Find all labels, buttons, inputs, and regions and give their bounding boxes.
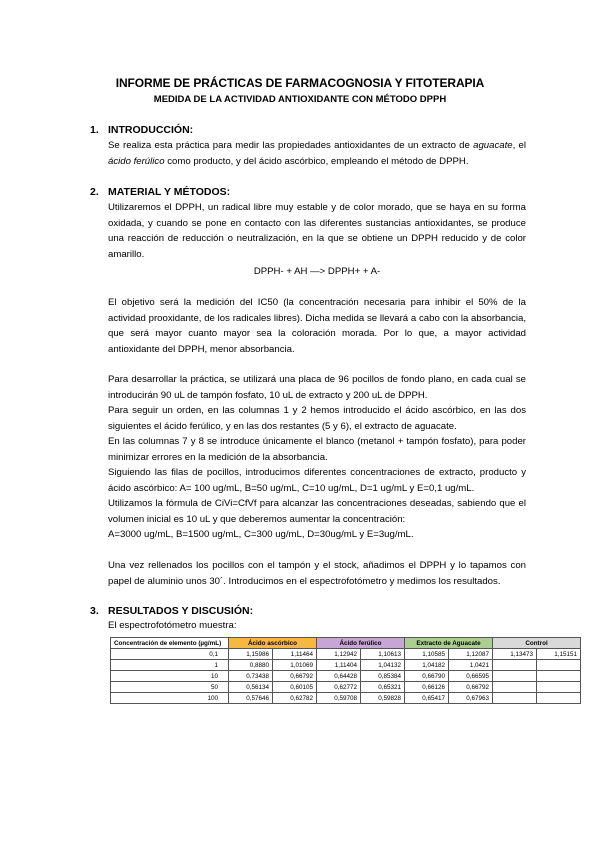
concentration-cell: 100 bbox=[111, 693, 229, 704]
concentration-cell: 50 bbox=[111, 682, 229, 693]
table-row bbox=[111, 671, 581, 682]
procedure-paragraph-6: A=3000 ug/mL, B=1500 ug/mL, C=300 ug/mL, D=30ug/mL y E=3ug/mL. bbox=[108, 529, 414, 540]
section-title: MATERIAL Y MÉTODOS: bbox=[108, 186, 231, 198]
absorbance-cell: 1,15151 bbox=[537, 649, 581, 660]
objective-paragraph: El objetivo será la medición del IC50 (la concentración necesaria para inhibir el 50% de la actividad prooxidante, de los radicales libres). Dicha medida se llevará a cabo con la absorbancia, que será mayor cuanto mayor sea la coloración morada. Por lo que, a mayor actividad antioxidante del DPPH, menor absorbancia. bbox=[108, 297, 526, 355]
table-row bbox=[111, 682, 581, 693]
absorbance-cell: 1,04182 bbox=[405, 660, 449, 671]
absorbance-cell: 1,10613 bbox=[361, 649, 405, 660]
procedure-paragraph-5: Utilizamos la fórmula de CiVi=CfVf para alcanzar las concentraciones deseadas, sabiendo que el volumen inicial es 10 uL y que deberemos aumentar la concentración: bbox=[108, 498, 526, 525]
absorbance-cell bbox=[493, 682, 537, 693]
absorbance-cell: 0,59708 bbox=[317, 693, 361, 704]
concentration-cell: 1 bbox=[111, 660, 229, 671]
procedure-paragraph-7: Una vez rellenados los pocillos con el tampón y el stock, añadimos el DPPH y lo tapamos con papel de aluminio unos 30´. Introducimos en el espectrofotómetro y medimos los resultados. bbox=[108, 560, 526, 587]
concentration-cell: 10 bbox=[111, 671, 229, 682]
absorbance-cell: 0,66790 bbox=[405, 671, 449, 682]
section-title: RESULTADOS Y DISCUSIÓN: bbox=[108, 605, 254, 617]
absorbance-cell: 0,62772 bbox=[317, 682, 361, 693]
section-title: INTRODUCCIÓN: bbox=[108, 124, 194, 136]
absorbance-cell: 0,64428 bbox=[317, 671, 361, 682]
absorbance-cell: 0,85384 bbox=[361, 671, 405, 682]
ascorbic-header: Ácido ascórbico bbox=[229, 638, 317, 649]
table-row bbox=[111, 649, 581, 660]
results-intro: El espectrofotómetro muestra: bbox=[108, 620, 237, 631]
absorbance-cell bbox=[493, 671, 537, 682]
absorbance-cell bbox=[537, 671, 581, 682]
absorbance-cell bbox=[537, 682, 581, 693]
absorbance-cell bbox=[537, 660, 581, 671]
section-number: 1. bbox=[90, 124, 99, 136]
concentration-header: Concentración de elemento (µg/mL) bbox=[111, 638, 229, 649]
absorbance-cell: 1,10585 bbox=[405, 649, 449, 660]
absorbance-cell: 0,66792 bbox=[273, 671, 317, 682]
absorbance-cell bbox=[493, 693, 537, 704]
table-row bbox=[111, 693, 581, 704]
table-row bbox=[111, 660, 581, 671]
procedure-paragraph-4: Siguiendo las filas de pocillos, introducimos diferentes concentraciones de extracto, producto y ácido ascórbico: A= 100 ug/mL, B=50 ug/mL, C=10 ug/mL, D=1 ug/mL y E=0,1 ug/mL. bbox=[108, 467, 526, 494]
reaction-equation: DPPH- + AH —> DPPH+ + A- bbox=[253, 266, 381, 277]
avocado-header: Extracto de Aguacate bbox=[405, 638, 493, 649]
absorbance-cell bbox=[493, 660, 537, 671]
control-header: Control bbox=[493, 638, 581, 649]
absorbance-cell: 0,65417 bbox=[405, 693, 449, 704]
absorbance-cell: 1,15986 bbox=[229, 649, 273, 660]
section-number: 2. bbox=[90, 186, 99, 198]
introduccion-paragraph: Se realiza esta práctica para medir las propiedades antioxidantes de un extracto de aguacate, el ácido ferúlico como producto, y del ácido ascórbico, empleando el método de DPPH. bbox=[108, 140, 526, 167]
absorbance-cell: 0,67963 bbox=[449, 693, 493, 704]
absorbance-cell: 1,11464 bbox=[273, 649, 317, 660]
absorbance-cell: 0,73438 bbox=[229, 671, 273, 682]
absorbance-cell: 1,12942 bbox=[317, 649, 361, 660]
absorbance-cell: 0,59828 bbox=[361, 693, 405, 704]
absorbance-cell: 0,66126 bbox=[405, 682, 449, 693]
section-number: 3. bbox=[90, 605, 99, 617]
dpph-paragraph: Utilizaremos el DPPH, un radical libre muy estable y de color morado, que se haya en su forma oxidada, y cuando se pone en contacto con las diferentes sustancias antioxidantes, se produce una reacción de reducción o neutralización, en la que se obtiene un DPPH reducido y de color amarillo. bbox=[108, 202, 526, 260]
absorbance-cell: 1,11404 bbox=[317, 660, 361, 671]
absorbance-cell: 0,65321 bbox=[361, 682, 405, 693]
absorbance-cell: 1,12087 bbox=[449, 649, 493, 660]
concentration-cell: 0,1 bbox=[111, 649, 229, 660]
absorbance-cell: 0,60105 bbox=[273, 682, 317, 693]
procedure-paragraph-2: Para seguir un orden, en las columnas 1 y 2 hemos introducido el ácido ascórbico, en las dos siguientes el ácido ferúlico, y en las dos restantes (5 y 6), el extracto de aguacate. bbox=[108, 405, 526, 432]
table-header-row bbox=[111, 638, 581, 649]
ferulic-header: Ácido ferúlico bbox=[317, 638, 405, 649]
absorbance-cell: 1,0421 bbox=[449, 660, 493, 671]
report-subtitle: MEDIDA DE LA ACTIVIDAD ANTIOXIDANTE CON MÉTODO DPPH bbox=[153, 94, 447, 105]
absorbance-cell: 1,13473 bbox=[493, 649, 537, 660]
absorbance-cell: 1,01069 bbox=[273, 660, 317, 671]
absorbance-cell: 0,62782 bbox=[273, 693, 317, 704]
absorbance-cell: 0,57646 bbox=[229, 693, 273, 704]
absorbance-cell: 0,8880 bbox=[229, 660, 273, 671]
absorbance-cell: 0,66595 bbox=[449, 671, 493, 682]
absorbance-cell bbox=[537, 693, 581, 704]
procedure-paragraph-1: Para desarrollar la práctica, se utilizará una placa de 96 pocillos de fondo plano, en cada cual se introducirán 90 uL de tampón fosfato, 10 uL de extracto y 200 uL de DPPH. bbox=[108, 374, 526, 401]
report-title: INFORME DE PRÁCTICAS DE FARMACOGNOSIA Y FITOTERAPIA bbox=[115, 76, 485, 90]
absorbance-cell: 1,04132 bbox=[361, 660, 405, 671]
absorbance-cell: 0,56134 bbox=[229, 682, 273, 693]
absorbance-cell: 0,66792 bbox=[449, 682, 493, 693]
procedure-paragraph-3: En las columnas 7 y 8 se introduce únicamente el blanco (metanol + tampón fosfato), para poder minimizar errores en la medición de la absorbancia. bbox=[108, 436, 526, 463]
absorbance-table bbox=[110, 637, 581, 704]
